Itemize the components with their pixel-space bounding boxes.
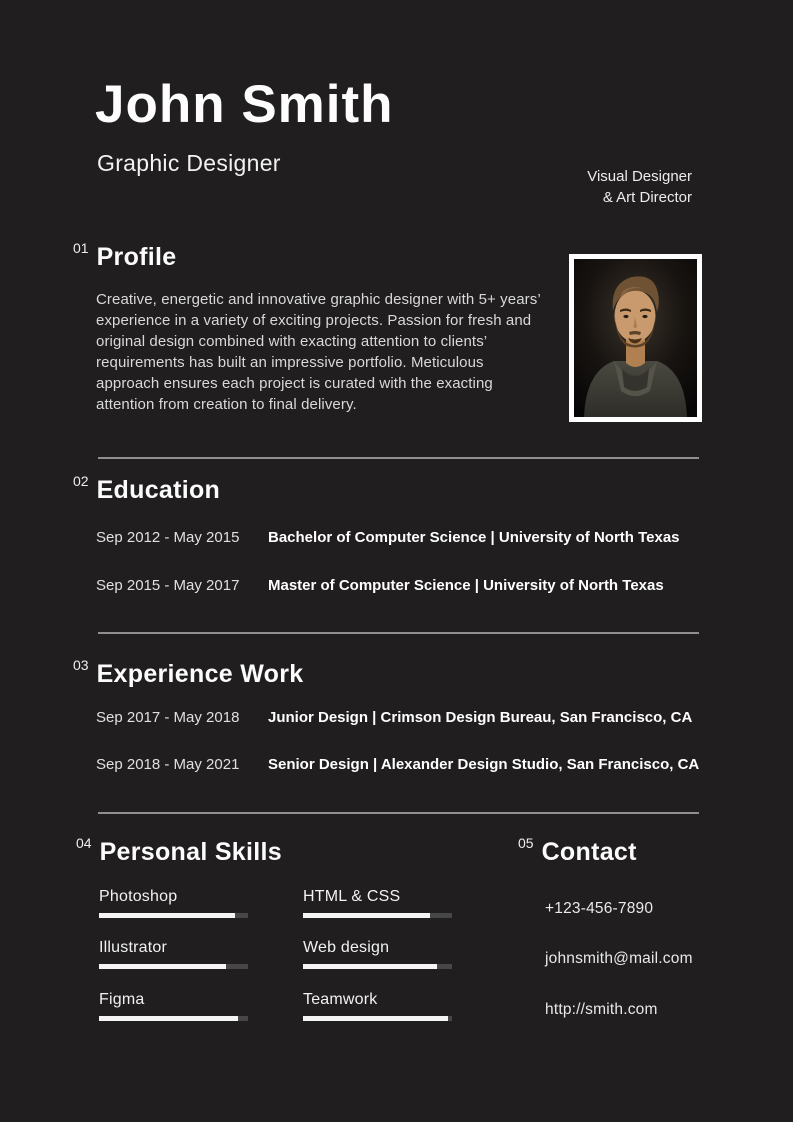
- skill-item: [303, 888, 453, 918]
- skill-label: Figma: [99, 991, 145, 1008]
- skill-bar-fill: [303, 1016, 448, 1021]
- tagline-line-1: Visual Designer: [587, 168, 692, 185]
- experience-detail: Senior Design | Alexander Design Studio, San Francisco, CA: [268, 756, 700, 773]
- section-number: 01: [73, 240, 89, 256]
- education-detail: Bachelor of Computer Science | University of North Texas: [268, 529, 680, 546]
- name-heading: John Smith: [95, 75, 394, 134]
- man-portrait-photo: [574, 259, 697, 417]
- experience-detail: Junior Design | Crimson Design Bureau, San Francisco, CA: [268, 709, 693, 726]
- contact-email: johnsmith@mail.com: [545, 950, 693, 967]
- skill-bar-fill: [303, 964, 437, 969]
- experience-row: [96, 709, 692, 726]
- section-number: 04: [76, 835, 92, 851]
- skill-item: [99, 991, 249, 1021]
- section-heading-contact: [518, 835, 637, 867]
- education-dates: Sep 2012 - May 2015: [96, 529, 240, 546]
- tagline-line-2: & Art Director: [602, 189, 692, 206]
- skill-label: Photoshop: [99, 888, 178, 905]
- section-number: 02: [73, 473, 89, 489]
- skill-bar: [99, 1016, 248, 1021]
- education-detail: Master of Computer Science | University of North Texas: [268, 577, 664, 594]
- skill-bar: [303, 1016, 452, 1021]
- section-number: 03: [73, 657, 89, 673]
- tagline: [587, 166, 692, 208]
- experience-row: [96, 756, 699, 773]
- section-title-skills: Personal Skills: [99, 838, 282, 866]
- skill-item: [303, 991, 453, 1021]
- skill-label: HTML & CSS: [303, 888, 401, 905]
- profile-text: Creative, energetic and innovative graphic designer with 5+ years’ experience in a variety of exciting projects. Passion for fresh and original design combined with exacting attention to clients’ requirements has built an impressive portfolio. Meticulous approach ensures each project is curated with the exacting attention from creation to final delivery.: [96, 291, 541, 413]
- skill-bar: [303, 964, 452, 969]
- section-heading-skills: [76, 835, 282, 867]
- section-title-education: Education: [96, 476, 221, 504]
- role-subtitle: Graphic Designer: [97, 150, 281, 176]
- divider: [98, 812, 699, 814]
- section-heading-profile: [73, 240, 177, 272]
- skill-bar: [303, 913, 452, 918]
- skill-bar-fill: [303, 913, 430, 918]
- section-heading-education: [73, 473, 221, 505]
- skill-item: [303, 939, 453, 969]
- section-number: 05: [518, 835, 534, 851]
- section-heading-experience: [73, 657, 304, 689]
- skill-bar-fill: [99, 1016, 238, 1021]
- section-title-contact: Contact: [541, 838, 637, 866]
- skill-item: [99, 888, 249, 918]
- education-row: [96, 529, 680, 546]
- skill-label: Web design: [303, 939, 390, 956]
- skill-bar: [99, 913, 248, 918]
- divider: [98, 632, 699, 634]
- contact-website: http://smith.com: [545, 1001, 658, 1018]
- experience-dates: Sep 2018 - May 2021: [96, 756, 240, 773]
- skill-label: Illustrator: [99, 939, 167, 956]
- skill-label: Teamwork: [303, 991, 378, 1008]
- skill-item: [99, 939, 249, 969]
- education-dates: Sep 2015 - May 2017: [96, 577, 240, 594]
- skill-bar: [99, 964, 248, 969]
- profile-photo-frame: [569, 254, 702, 422]
- education-row: [96, 577, 664, 594]
- section-title-profile: Profile: [96, 243, 177, 271]
- contact-phone: +123-456-7890: [545, 900, 654, 917]
- skill-bar-fill: [99, 913, 235, 918]
- divider: [98, 457, 699, 459]
- section-title-experience: Experience Work: [96, 660, 304, 688]
- experience-dates: Sep 2017 - May 2018: [96, 709, 240, 726]
- skill-bar-fill: [99, 964, 226, 969]
